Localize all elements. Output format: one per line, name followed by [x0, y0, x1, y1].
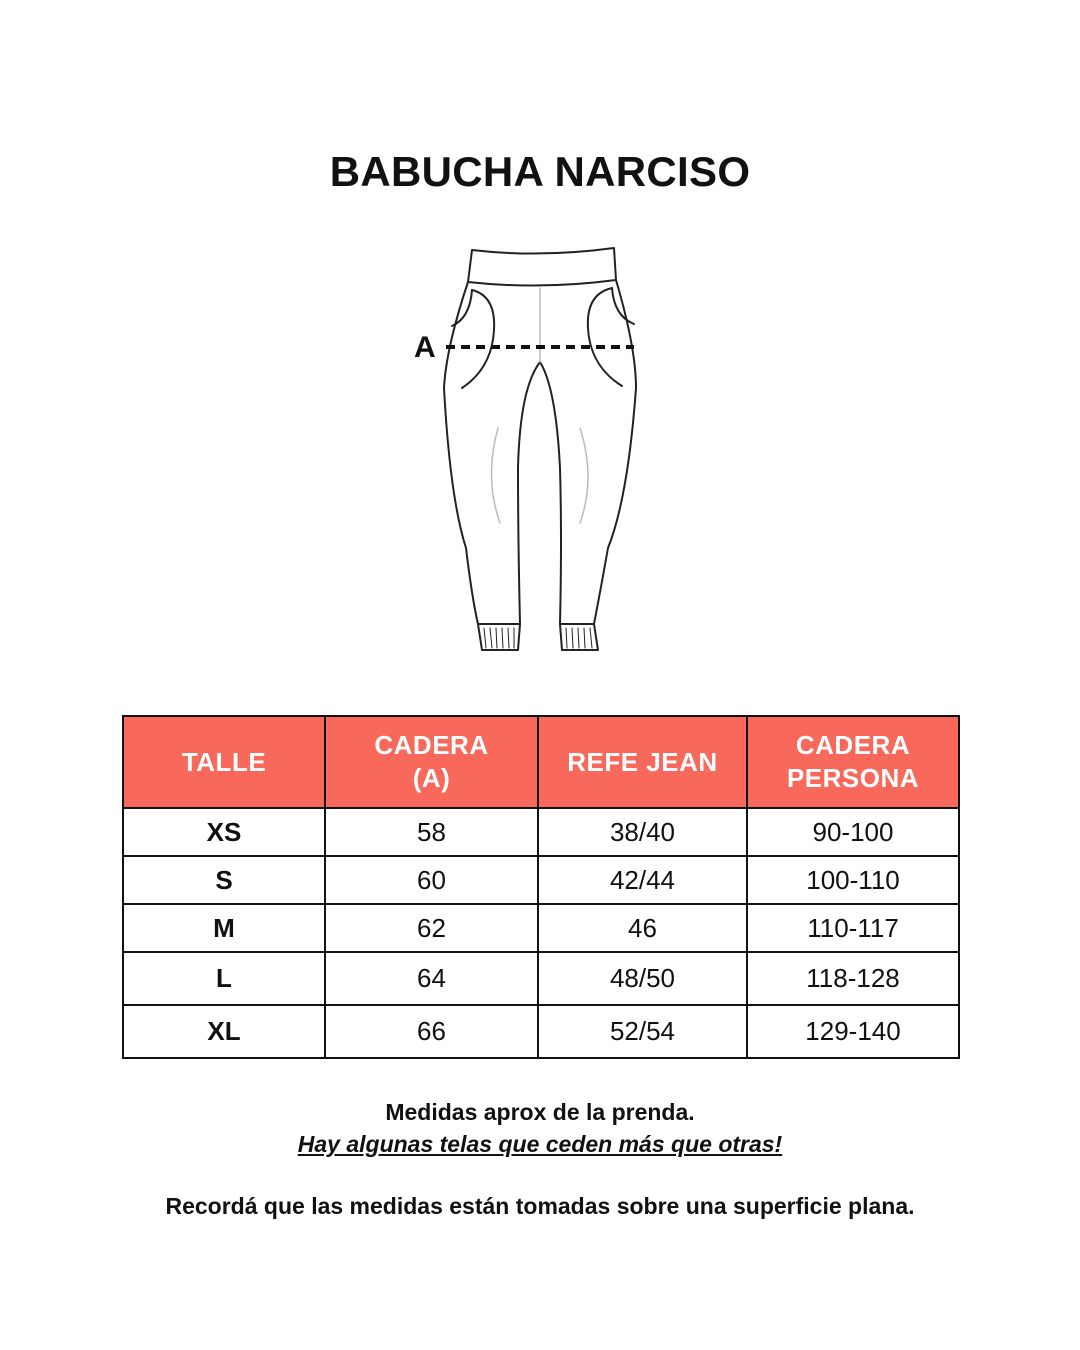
table-row: [123, 808, 959, 856]
refe-jean-cell: 38/40: [538, 808, 747, 856]
refe-jean-cell: 48/50: [538, 952, 747, 1005]
header-refe-jean: REFE JEAN: [538, 716, 747, 808]
cadera-cell: 64: [325, 952, 538, 1005]
notes: [0, 1096, 1080, 1222]
header-talle: TALLE: [123, 716, 325, 808]
header-cadera-persona: CADERA PERSONA: [747, 716, 959, 808]
header-cadera: CADERA (A): [325, 716, 538, 808]
table-row: [123, 904, 959, 952]
cadera-persona-cell: 129-140: [747, 1005, 959, 1058]
size-cell: L: [123, 952, 325, 1005]
note-approx: Medidas aprox de la prenda.: [385, 1099, 695, 1125]
table-row: [123, 952, 959, 1005]
cadera-cell: 66: [325, 1005, 538, 1058]
pants-illustration: [400, 238, 660, 658]
table-header-row: [123, 716, 959, 808]
refe-jean-cell: 46: [538, 904, 747, 952]
size-table-container: [122, 715, 958, 1059]
refe-jean-cell: 52/54: [538, 1005, 747, 1058]
size-cell: M: [123, 904, 325, 952]
pants-outline-icon: [400, 238, 660, 658]
cadera-cell: 60: [325, 856, 538, 904]
note-fabric: Hay algunas telas que ceden más que otras!: [297, 1131, 783, 1157]
page-title: BABUCHA NARCISO: [329, 148, 751, 195]
size-cell: XS: [123, 808, 325, 856]
table-row: [123, 856, 959, 904]
cadera-persona-cell: 118-128: [747, 952, 959, 1005]
size-cell: S: [123, 856, 325, 904]
size-cell: XL: [123, 1005, 325, 1058]
size-table: [122, 715, 960, 1059]
table-row: [123, 1005, 959, 1058]
measure-label-a: A: [414, 331, 436, 364]
note-flat-surface: Recordá que las medidas están tomadas sobre una superficie plana.: [165, 1193, 915, 1219]
cadera-persona-cell: 90-100: [747, 808, 959, 856]
refe-jean-cell: 42/44: [538, 856, 747, 904]
cadera-cell: 62: [325, 904, 538, 952]
cadera-persona-cell: 100-110: [747, 856, 959, 904]
cadera-cell: 58: [325, 808, 538, 856]
cadera-persona-cell: 110-117: [747, 904, 959, 952]
